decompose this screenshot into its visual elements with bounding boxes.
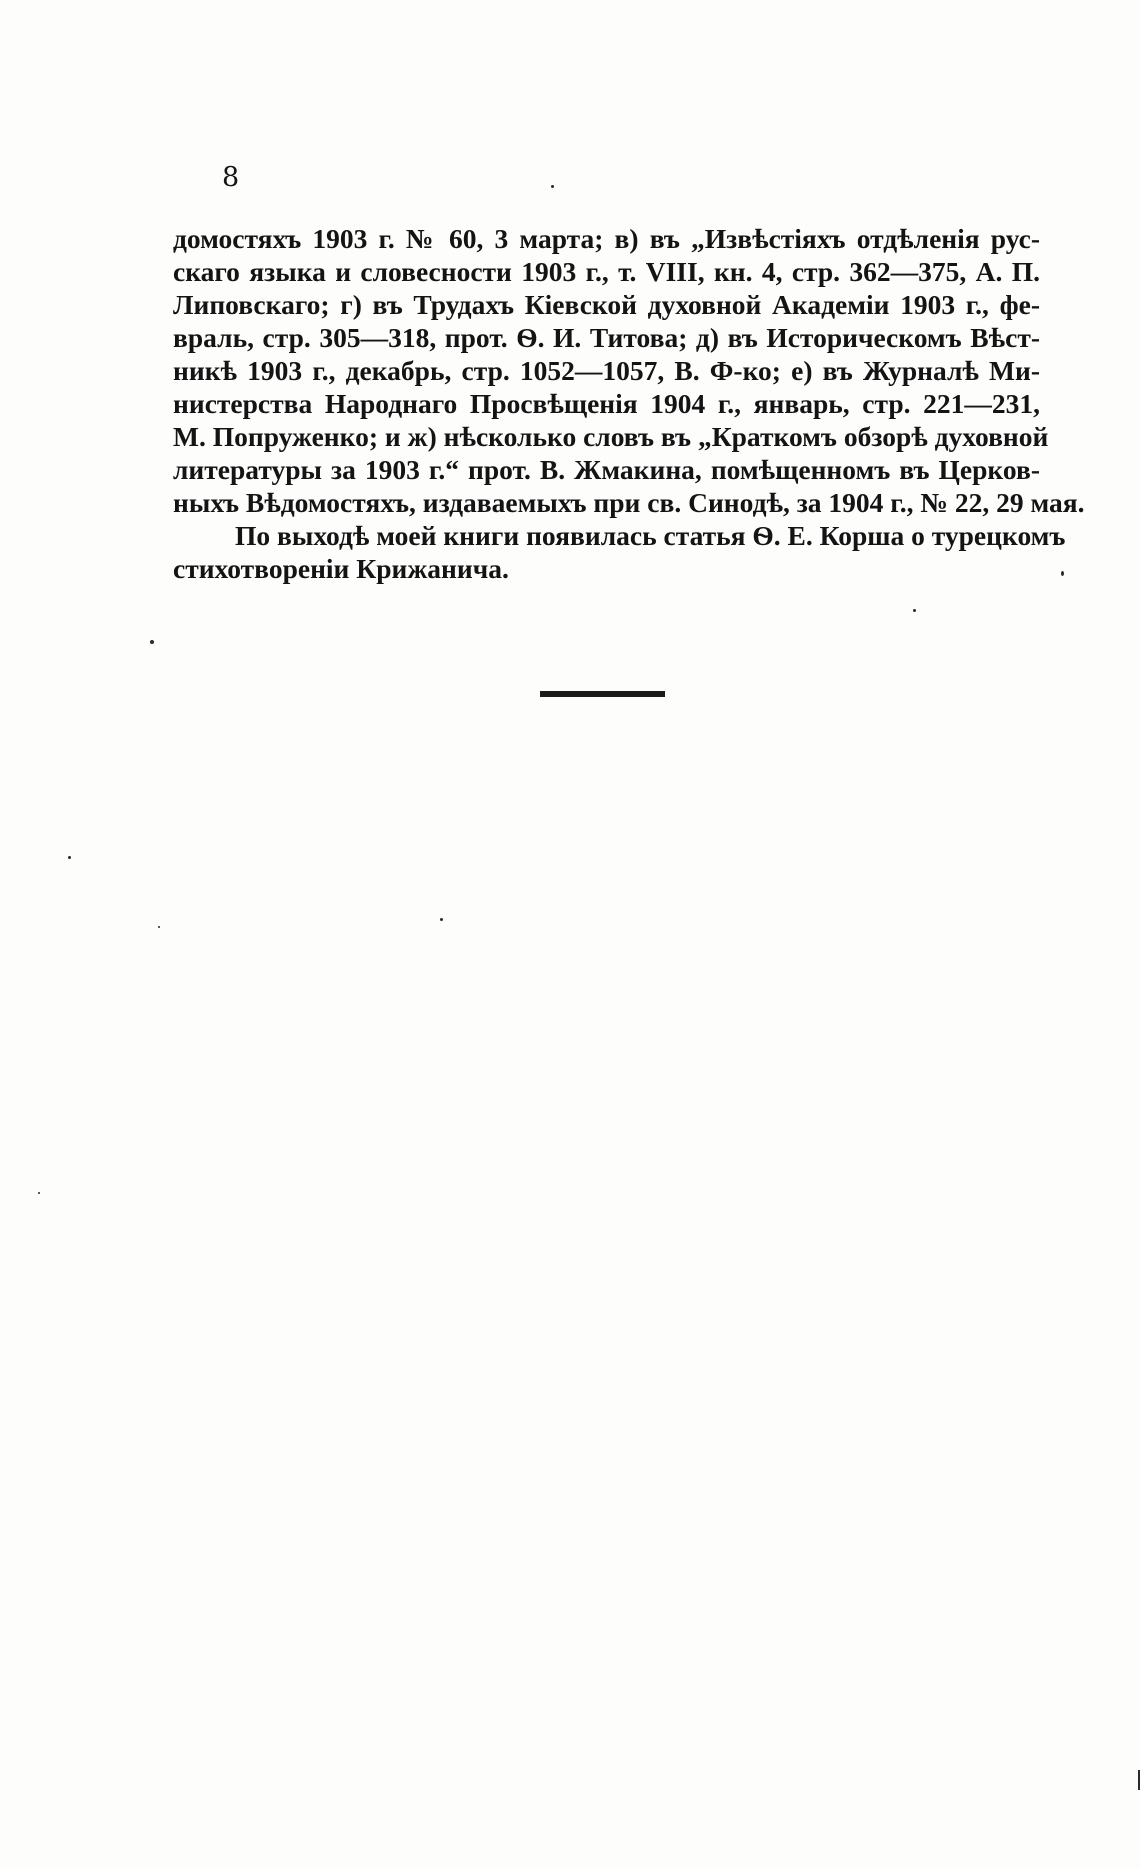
page-number: 8 [222,162,240,193]
scan-speck [68,856,71,859]
scan-speck [150,640,154,644]
paragraph-1 [173,222,1085,519]
scan-speck [440,918,443,921]
text-line: Липовскаго; г) въ Трудахъ Кіевской духовной Академіи 1903 г., фе- [173,289,1040,320]
section-end-rule [540,691,665,697]
text-line: М. Попруженко; и ж) нѣсколько словъ въ „Краткомъ обзорѣ духовной [173,421,1049,452]
scan-speck [551,185,554,188]
text-line: нистерства Народнаго Просвѣщенія 1904 г., январь, стр. 221—231, [173,388,1040,419]
text-line: По выходѣ моей книги появилась статья Ѳ. Е. Корша о турецкомъ [235,520,1066,551]
scan-speck [1061,571,1064,576]
text-line: никѣ 1903 г., декабрь, стр. 1052—1057, В. Ф-ко; е) въ Журналѣ Ми- [173,355,1040,386]
text-line: литературы за 1903 г.“ прот. В. Жмакина, помѣщенномъ въ Церков- [173,454,1040,485]
body-text [173,222,1085,585]
scan-speck [158,926,160,928]
scan-speck [38,1192,40,1194]
paragraph-2 [173,519,1066,585]
text-line: ныхъ Вѣдомостяхъ, издаваемыхъ при св. Синодѣ, за 1904 г., № 22, 29 мая. [173,487,1085,518]
text-line: домостяхъ 1903 г. № 60, 3 марта; в) въ „Извѣстіяхъ отдѣленія рус- [173,223,1040,254]
text-line: скаго языка и словесности 1903 г., т. VIII, кн. 4, стр. 362—375, А. П. [173,256,1040,287]
text-line: враль, стр. 305—318, прот. Ѳ. И. Титова; д) въ Историческомъ Вѣст- [173,322,1040,353]
scan-speck [913,609,916,612]
text-line: стихотвореніи Крижанича. [173,553,509,584]
